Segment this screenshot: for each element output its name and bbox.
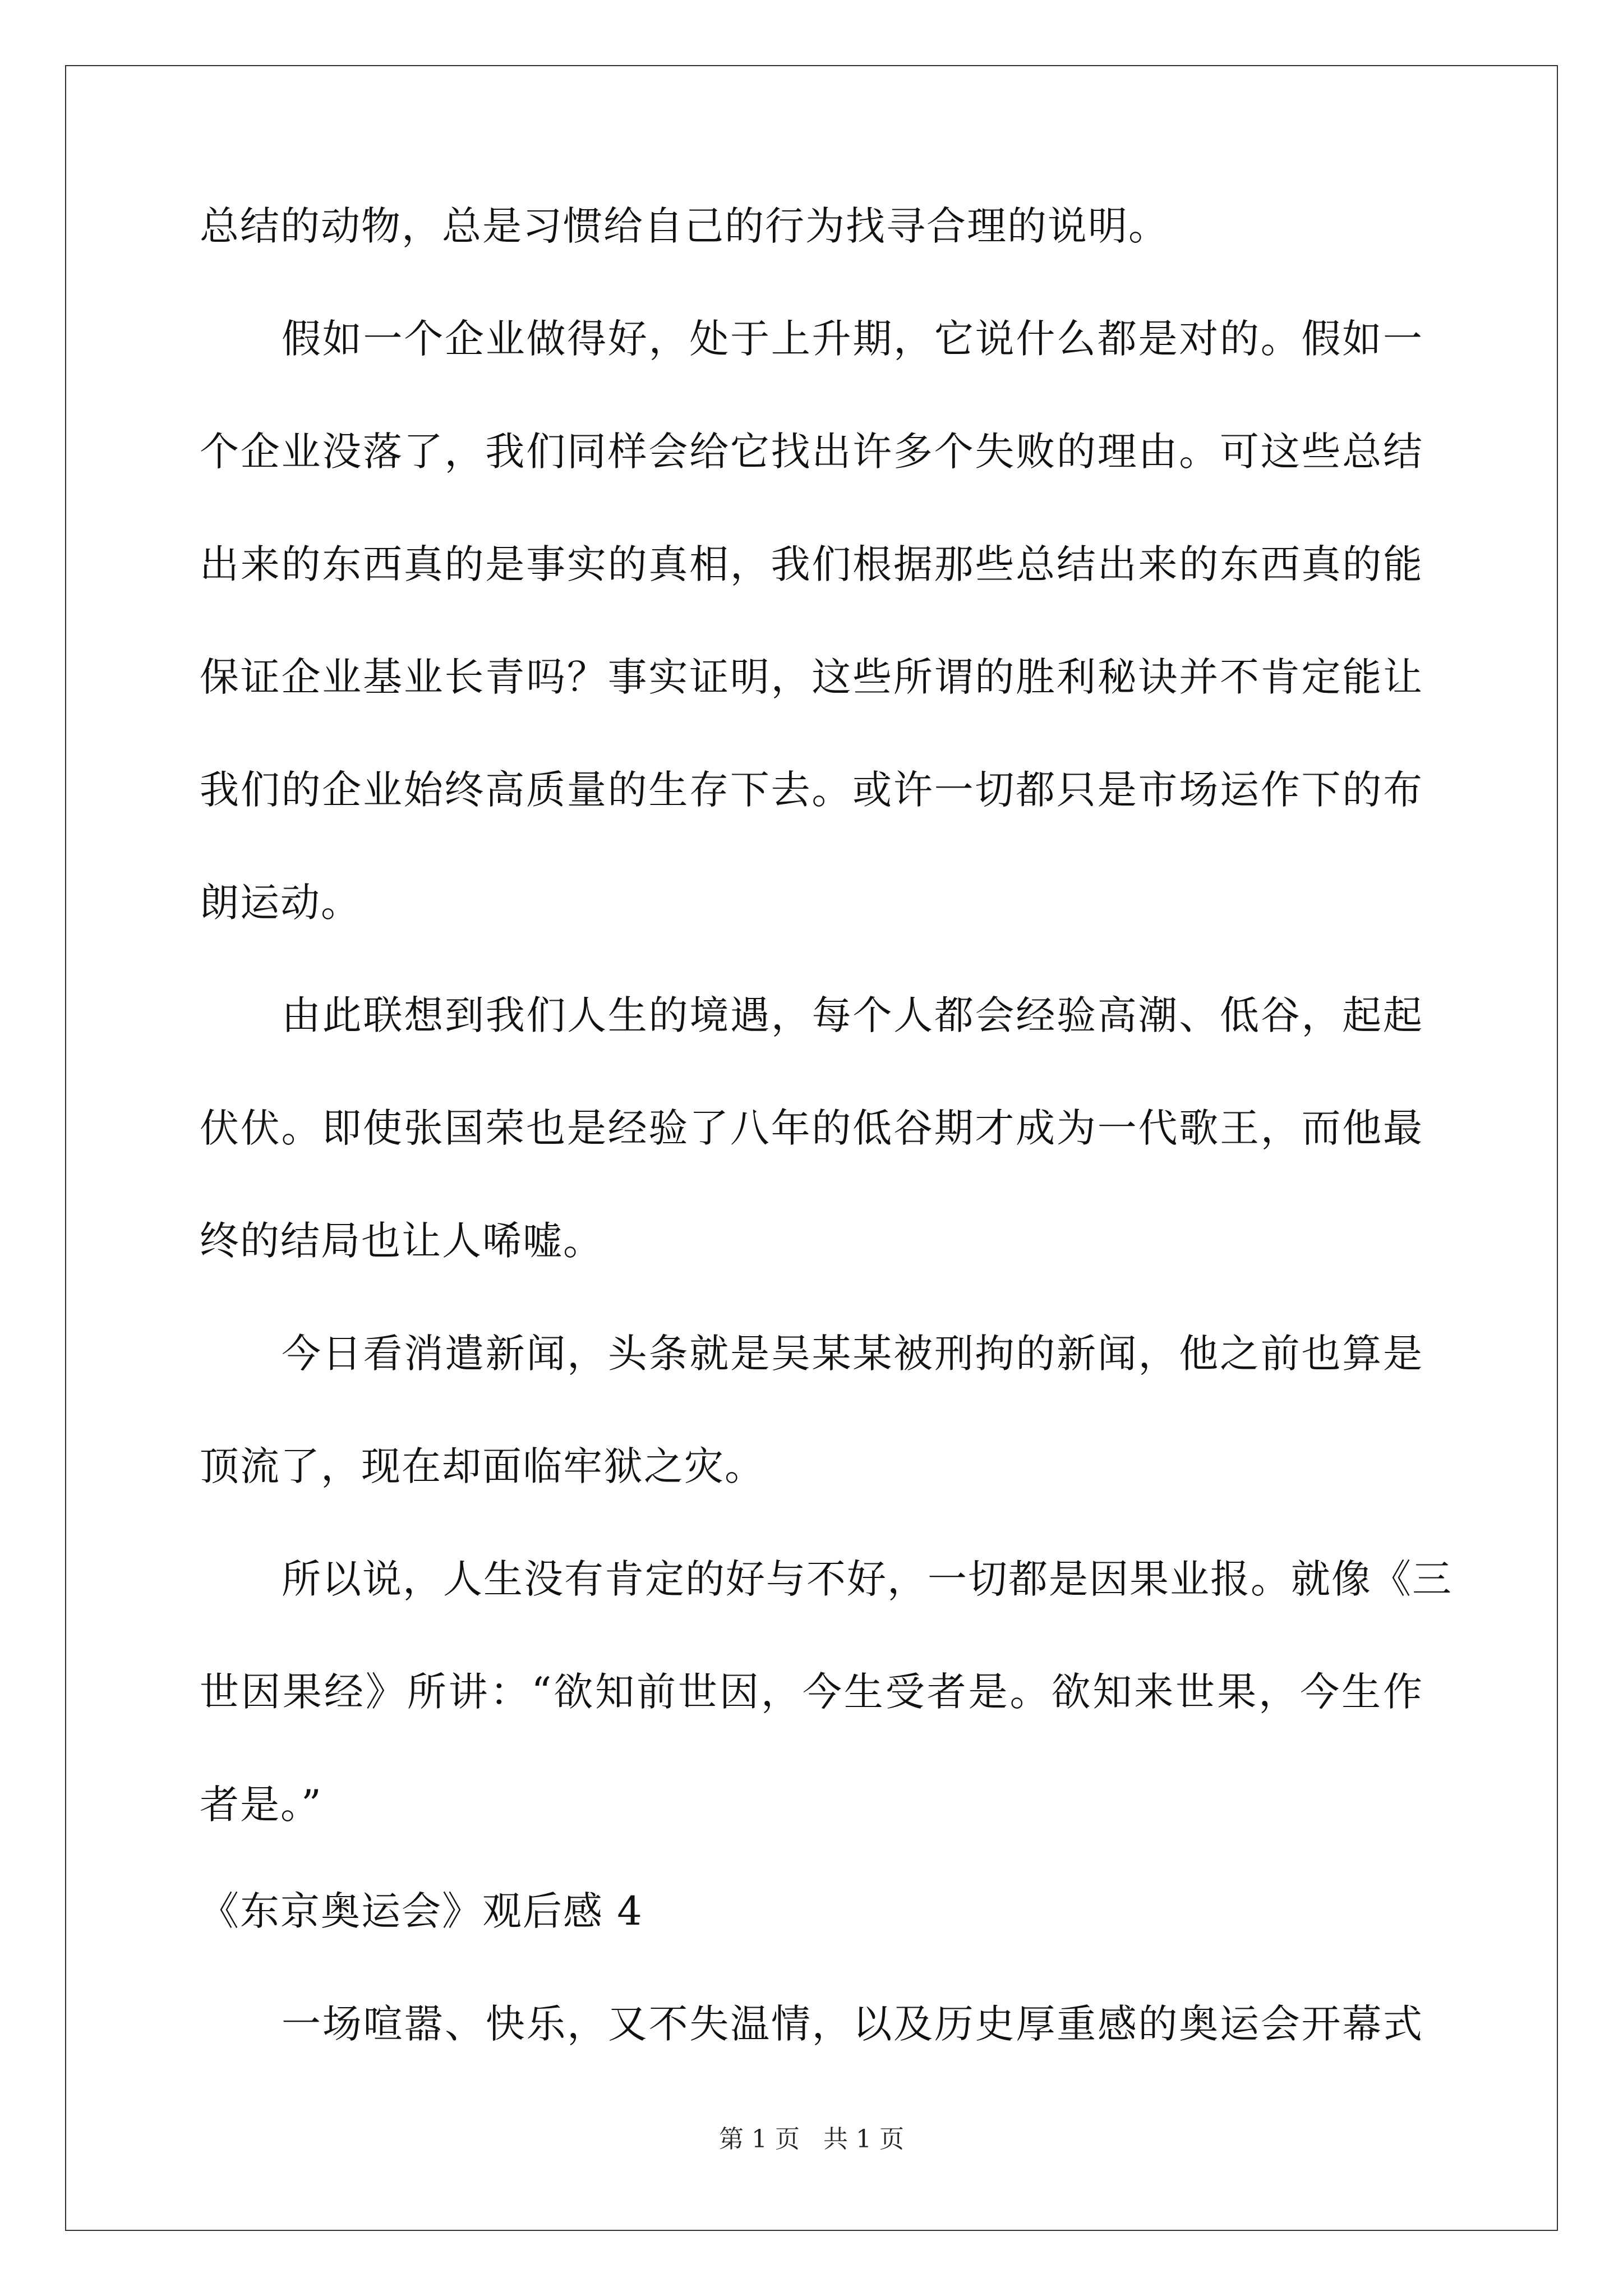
paragraph-line: 总结的动物，总是习惯给自己的行为找寻合理的说明。 bbox=[200, 203, 1169, 249]
paragraph-line: 个企业没落了，我们同样会给它找出许多个失败的理由。可这些总结 bbox=[200, 429, 1423, 475]
paragraph-line: 一场喧嚣、快乐，又不失温情，以及历史厚重感的奥运会开幕式 bbox=[282, 2001, 1423, 2047]
paragraph-line: 终的结局也让人唏嘘。 bbox=[200, 1218, 603, 1264]
page-number: 第 1 页 bbox=[719, 2125, 800, 2154]
section-heading: 《东京奥运会》观后感 4 bbox=[200, 1888, 643, 1934]
paragraph-line: 保证企业基业长青吗？事实证明，这些所谓的胜利秘诀并不肯定能让 bbox=[200, 654, 1423, 700]
paragraph-line: 者是。” bbox=[200, 1782, 322, 1828]
paragraph-line: 今日看消遣新闻，头条就是吴某某被刑拘的新闻，他之前也算是 bbox=[282, 1331, 1423, 1377]
paragraph-line: 伏伏。即使张国荣也是经验了八年的低谷期才成为一代歌王，而他最 bbox=[200, 1105, 1423, 1151]
paragraph-line: 假如一个企业做得好，处于上升期，它说什么都是对的。假如一 bbox=[282, 316, 1423, 362]
paragraph-line: 出来的东西真的是事实的真相，我们根据那些总结出来的东西真的能 bbox=[200, 541, 1423, 587]
paragraph-line: 世因果经》所讲：“欲知前世因，今生受者是。欲知来世果，今生作 bbox=[200, 1669, 1423, 1715]
page-total: 共 1 页 bbox=[823, 2125, 904, 2154]
paragraph-line: 由此联想到我们人生的境遇，每个人都会经验高潮、低谷，起起 bbox=[282, 992, 1423, 1038]
page-footer bbox=[0, 2123, 1623, 2156]
paragraph-line: 朗运动。 bbox=[200, 880, 361, 926]
paragraph-line: 所以说，人生没有肯定的好与不好，一切都是因果业报。就像《三 bbox=[282, 1556, 1453, 1602]
paragraph-line: 我们的企业始终高质量的生存下去。或许一切都只是市场运作下的布 bbox=[200, 767, 1423, 813]
paragraph-line: 顶流了，现在却面临牢狱之灾。 bbox=[200, 1443, 765, 1489]
